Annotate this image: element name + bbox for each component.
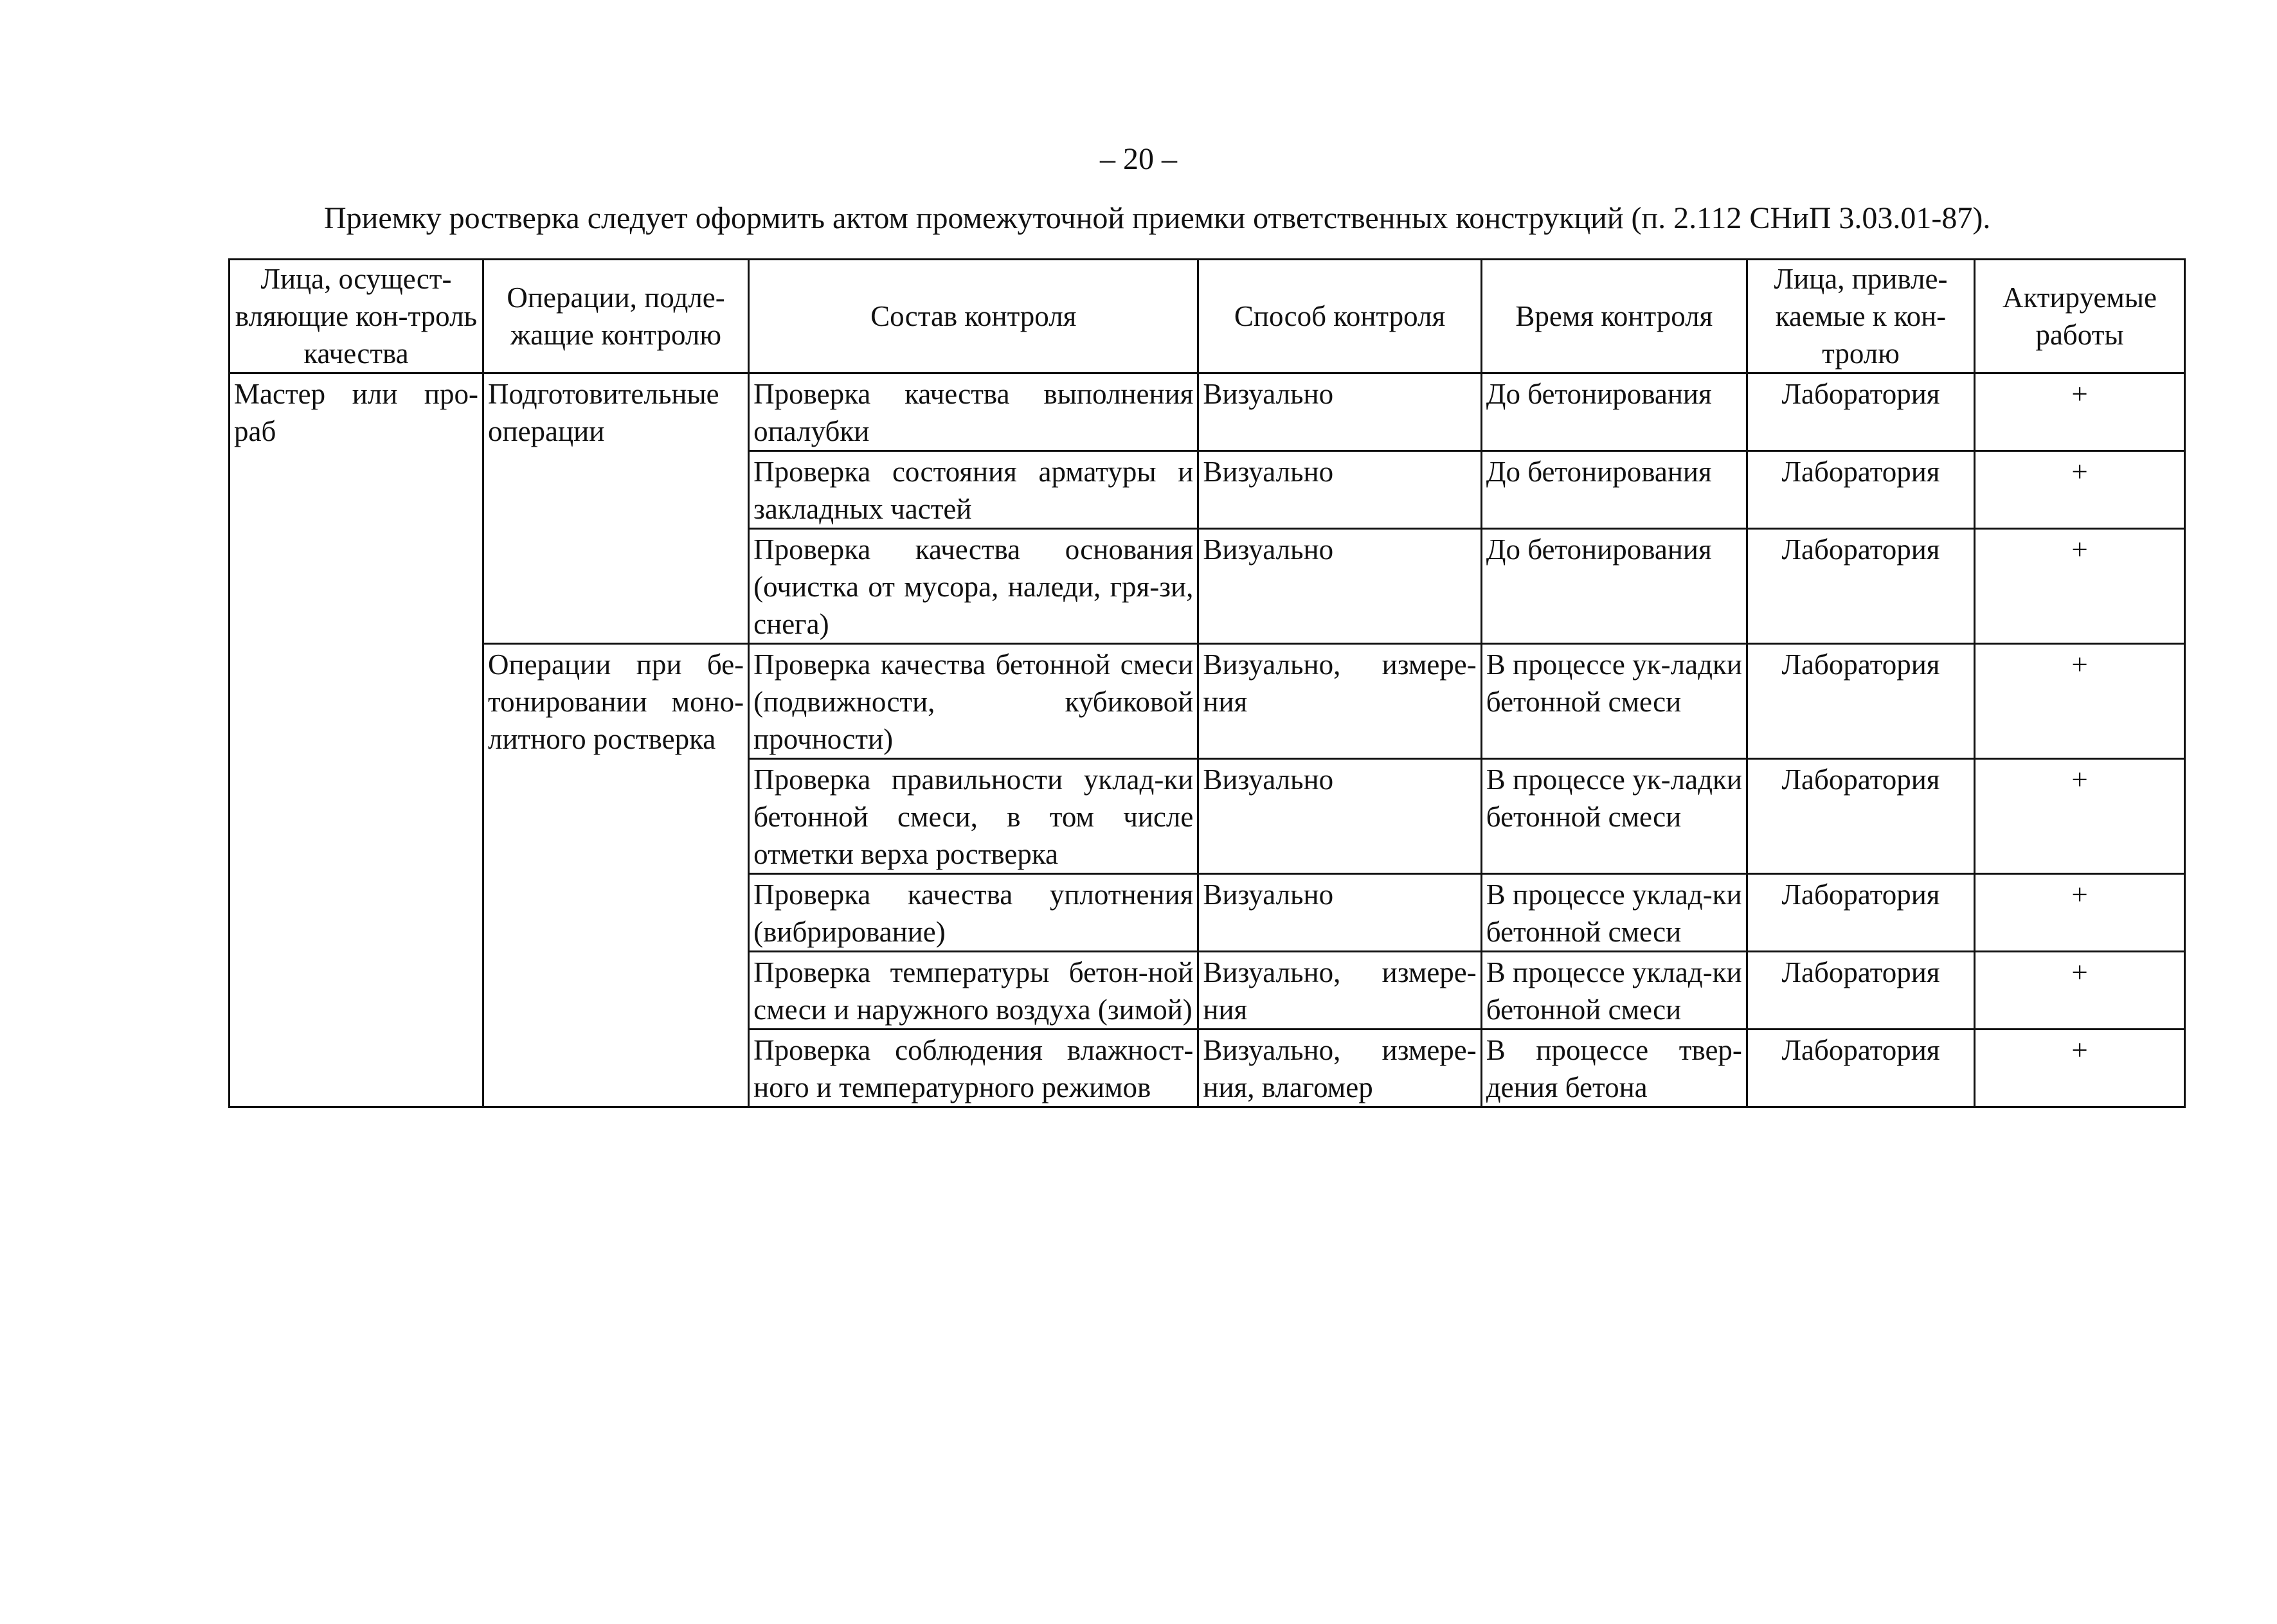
involved-cell: Лаборатория	[1747, 1030, 1974, 1107]
involved-cell: Лаборатория	[1747, 759, 1974, 874]
control-time-cell: В процессе твер-дения бетона	[1481, 1030, 1747, 1107]
acted-cell: +	[1975, 1030, 2185, 1107]
control-time-cell: В процессе уклад-ки бетонной смеси	[1481, 952, 1747, 1030]
control-content-cell: Проверка температуры бетон-ной смеси и наружного воздуха (зимой)	[749, 952, 1198, 1030]
control-method-cell: Визуально	[1198, 874, 1481, 952]
quality-control-table	[228, 258, 2186, 1108]
involved-cell: Лаборатория	[1747, 451, 1974, 529]
control-method-cell: Визуально	[1198, 451, 1481, 529]
control-method-cell: Визуально, измере-ния, влагомер	[1198, 1030, 1481, 1107]
control-time-cell: До бетонирования	[1481, 529, 1747, 644]
acted-cell: +	[1975, 451, 2185, 529]
control-time-cell: В процессе уклад-ки бетонной смеси	[1481, 874, 1747, 952]
control-time-cell: До бетонирования	[1481, 373, 1747, 451]
control-content-cell: Проверка качества бетонной смеси (подвижности, кубиковой прочности)	[749, 644, 1198, 759]
table-row	[230, 644, 2185, 759]
involved-cell: Лаборатория	[1747, 373, 1974, 451]
page-number: – 20 –	[1100, 142, 1177, 176]
intro-paragraph: Приемку ростверка следует оформить актом промежуточной приемки ответственных конструкций (п. 2.112 СНиП 3.03.01-87).	[324, 201, 1991, 235]
operation-cell: Подготовительные операции	[483, 373, 749, 644]
control-method-cell: Визуально	[1198, 529, 1481, 644]
involved-cell: Лаборатория	[1747, 529, 1974, 644]
control-content-cell: Проверка качества основания (очистка от мусора, наледи, гря-зи, снега)	[749, 529, 1198, 644]
table-header	[230, 260, 2185, 373]
header-involved-parties: Лица, привле-каемые к кон-тролю	[1747, 260, 1974, 373]
header-acted-works: Актируемые работы	[1975, 260, 2185, 373]
control-time-cell: В процессе ук-ладки бетонной смеси	[1481, 759, 1747, 874]
acted-cell: +	[1975, 644, 2185, 759]
table-row	[230, 373, 2185, 451]
acted-cell: +	[1975, 529, 2185, 644]
header-operations: Операции, подле-жащие контролю	[483, 260, 749, 373]
involved-cell: Лаборатория	[1747, 874, 1974, 952]
control-content-cell: Проверка качества уплотнения (вибрирование)	[749, 874, 1198, 952]
control-method-cell: Визуально	[1198, 759, 1481, 874]
responsible-cell: Мастер или про-раб	[230, 373, 483, 1107]
acted-cell: +	[1975, 874, 2185, 952]
control-method-cell: Визуально	[1198, 373, 1481, 451]
acted-cell: +	[1975, 759, 2185, 874]
acted-cell: +	[1975, 952, 2185, 1030]
header-control-time: Время контроля	[1481, 260, 1747, 373]
operation-cell: Операции при бе-тонировании моно-литного ростверка	[483, 644, 749, 1107]
control-method-cell: Визуально, измере-ния	[1198, 644, 1481, 759]
control-time-cell: До бетонирования	[1481, 451, 1747, 529]
header-control-content: Состав контроля	[749, 260, 1198, 373]
control-content-cell: Проверка состояния арматуры и закладных частей	[749, 451, 1198, 529]
header-control-method: Способ контроля	[1198, 260, 1481, 373]
involved-cell: Лаборатория	[1747, 644, 1974, 759]
table-body	[230, 373, 2185, 1107]
control-content-cell: Проверка соблюдения влажност-ного и температурного режимов	[749, 1030, 1198, 1107]
control-time-cell: В процессе ук-ладки бетонной смеси	[1481, 644, 1747, 759]
header-row	[230, 260, 2185, 373]
acted-cell: +	[1975, 373, 2185, 451]
header-responsible: Лица, осущест-вляющие кон-троль качества	[230, 260, 483, 373]
control-content-cell: Проверка качества выполнения опалубки	[749, 373, 1198, 451]
control-method-cell: Визуально, измере-ния	[1198, 952, 1481, 1030]
involved-cell: Лаборатория	[1747, 952, 1974, 1030]
control-content-cell: Проверка правильности уклад-ки бетонной смеси, в том числе отметки верха ростверка	[749, 759, 1198, 874]
